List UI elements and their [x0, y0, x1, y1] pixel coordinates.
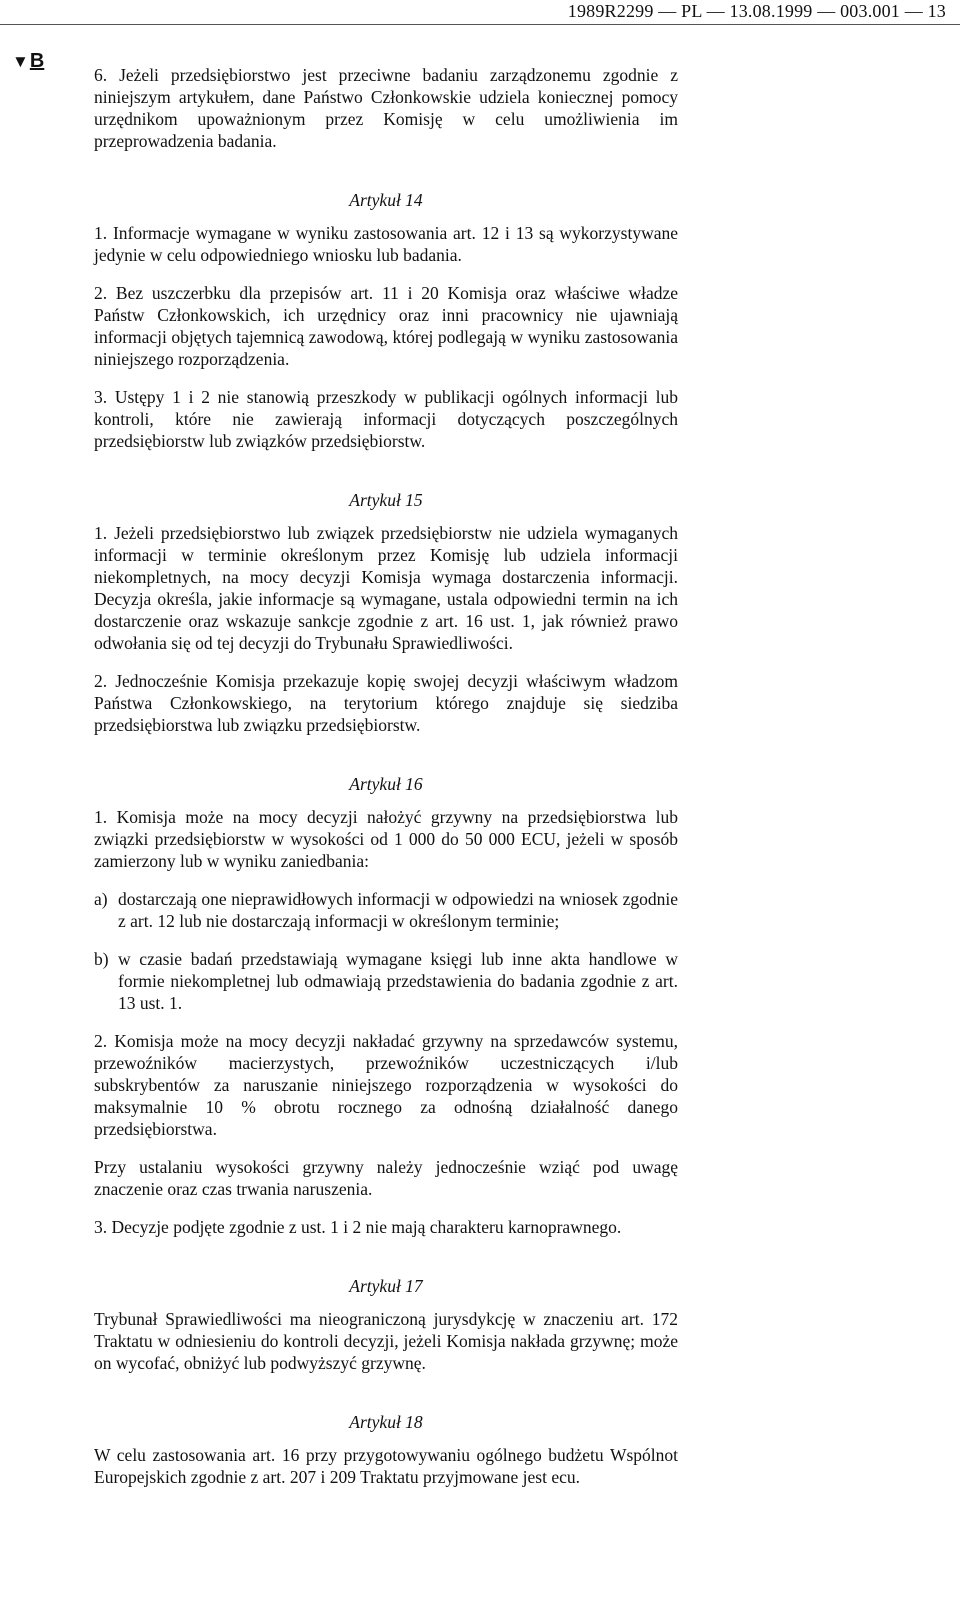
paragraph: 1. Jeżeli przedsiębiorstwo lub związek przedsiębiorstw nie udziela wymaganych informacji w terminie określonym przez Komisję lub udziela informacji niekompletnych, na mocy decyzji Komisja wymaga dostarczenia informacji. Decyzja określa, jakie informacje są wymagane, ustala odpowiedni termin na ich dostarczenie oraz wskazuje sankcje zgodnie z art. 16 ust. 1, jak również prawo odwołania się od tej decyzji do Trybunału Sprawiedliwości.	[94, 523, 678, 653]
list-item-text: w czasie badań przedstawiają wymagane księgi lub inne akta handlowe w formie niekompletnej lub odmawiają przedstawienia do badania zgodnie z art. 13 ust. 1.	[118, 949, 678, 1013]
amendment-marker	[12, 50, 44, 73]
article-title: Artykuł 16	[349, 774, 423, 794]
page-header-reference: 1989R2299 — PL — 13.08.1999 — 003.001 — 13	[567, 1, 946, 21]
list-item-text: dostarczają one nieprawidłowych informacji w odpowiedzi na wniosek zgodnie z art. 12 lub nie dostarczają informacji w określonym terminie;	[118, 889, 678, 931]
paragraph: Przy ustalaniu wysokości grzywny należy jednocześnie wziąć pod uwagę znaczenie oraz czas trwania naruszenia.	[94, 1157, 678, 1199]
document-body	[94, 64, 678, 1504]
article-17	[94, 1275, 678, 1374]
article-16	[94, 773, 678, 1238]
header-divider	[0, 24, 960, 25]
article-18	[94, 1411, 678, 1488]
list-item	[94, 948, 678, 1014]
list-item-label: b)	[94, 949, 109, 969]
paragraph: 3. Ustępy 1 i 2 nie stanowią przeszkody w publikacji ogólnych informacji lub kontroli, które nie zawierają informacji dotyczących poszczególnych przedsiębiorstw lub związków przedsiębiorstw.	[94, 387, 678, 451]
list-item-label: a)	[94, 889, 108, 909]
paragraph: 2. Komisja może na mocy decyzji nakładać grzywny na sprzedawców systemu, przewoźników macierzystych, przewoźników uczestniczących i/lub subskrybentów za naruszanie niniejszego rozporządzenia w wysokości do maksymalnie 10 % obrotu rocznego za odnośną działalność danego przedsiębiorstwa.	[94, 1031, 678, 1139]
paragraph: 2. Bez uszczerbku dla przepisów art. 11 i 20 Komisja oraz właściwe władze Państw Członkowskich, ich urzędnicy oraz inni pracownicy nie ujawniają informacji objętych tajemnicą zawodową, której podlegają w wyniku zastosowania niniejszego rozporządzenia.	[94, 283, 678, 369]
paragraph: W celu zastosowania art. 16 przy przygotowywaniu ogólnego budżetu Wspólnot Europejskich zgodnie z art. 207 i 209 Traktatu przyjmowane jest ecu.	[94, 1445, 678, 1487]
marker-letter: B	[29, 50, 45, 72]
paragraph: Trybunał Sprawiedliwości ma nieograniczoną jurysdykcję w znaczeniu art. 172 Traktatu w odniesieniu do kontroli decyzji, jeżeli Komisja nakłada grzywnę; może on wycofać, obniżyć lub podwyższyć grzywnę.	[94, 1309, 678, 1373]
list-item	[94, 888, 678, 932]
article-title: Artykuł 14	[349, 190, 423, 210]
triangle-down-icon: ▼	[12, 52, 29, 71]
article-14	[94, 189, 678, 452]
paragraph: 1. Informacje wymagane w wyniku zastosowania art. 12 i 13 są wykorzystywane jedynie w celu odpowiedniego wniosku lub badania.	[94, 223, 678, 265]
paragraph: 3. Decyzje podjęte zgodnie z ust. 1 i 2 nie mają charakteru karnoprawnego.	[94, 1217, 622, 1237]
paragraph-6: 6. Jeżeli przedsiębiorstwo jest przeciwne badaniu zarządzonemu zgodnie z niniejszym artykułem, dane Państwo Członkowskie udziela koniecznej pomocy urzędnikom upoważnionym przez Komisję w celu umożliwienia im przeprowadzenia badania.	[94, 65, 678, 151]
article-title: Artykuł 15	[349, 490, 423, 510]
article-title: Artykuł 17	[349, 1276, 423, 1296]
article-15	[94, 489, 678, 736]
article-title: Artykuł 18	[349, 1412, 423, 1432]
paragraph: 2. Jednocześnie Komisja przekazuje kopię swojej decyzji właściwym władzom Państwa Członkowskiego, na terytorium którego znajduje się siedziba przedsiębiorstwa lub związku przedsiębiorstw.	[94, 671, 678, 735]
paragraph: 1. Komisja może na mocy decyzji nałożyć grzywny na przedsiębiorstwa lub związki przedsiębiorstw w wysokości od 1 000 do 50 000 ECU, jeżeli w sposób zamierzony lub w wyniku zaniedbania:	[94, 807, 678, 871]
